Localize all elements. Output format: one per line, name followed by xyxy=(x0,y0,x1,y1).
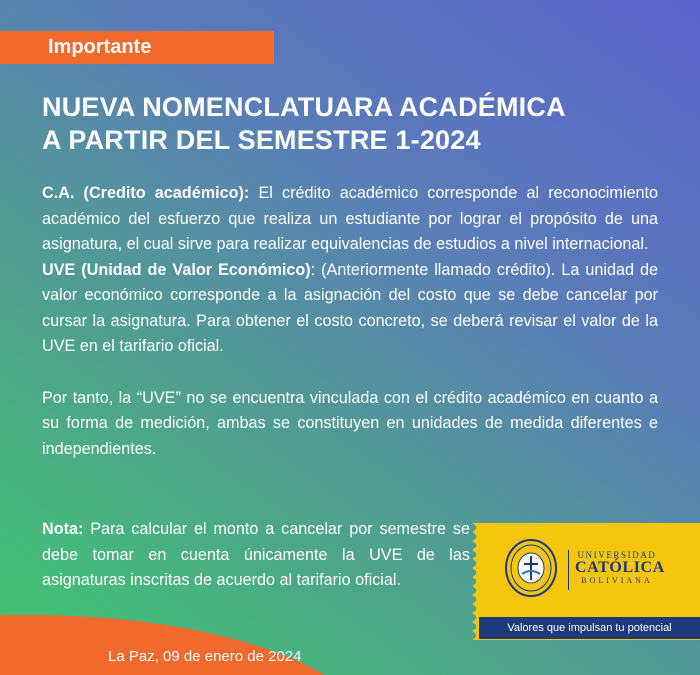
conclusion-paragraph: Por tanto, la “UVE” no se encuentra vinculada con el crédito académico en cuanto a su forma de medición, ambas se constituyen en unidades de medida diferentes e independientes. xyxy=(42,388,658,458)
orange-footer-shape xyxy=(0,615,370,675)
ca-term: C.A. (Credito académico): xyxy=(42,184,250,202)
page-title xyxy=(42,91,642,157)
nota-paragraph xyxy=(42,517,470,594)
ca-text: El crédito académico corresponde al reconocimiento académico del esfuerzo que realiza un estudiante por lograr el propósito de una asignatura, el cual sirve para realizar equivalencias de estudios a nivel internacional. xyxy=(42,184,658,253)
tag-label: Importante xyxy=(48,36,152,58)
importante-tag xyxy=(0,31,274,64)
university-name-line-1: UNIVERSIDAD xyxy=(577,550,657,560)
nota-term: Nota: xyxy=(42,520,84,538)
footer-date: La Paz, 09 de enero de 2024 xyxy=(108,648,302,665)
uve-text: : (Anteriormente llamado crédito). La unidad de valor económico corresponde a la asignación del costo que se debe cancelar por cursar la asignatura. Para obtener el costo concreto, se deberá revisar el valor de la UVE en el tarifario oficial. xyxy=(42,260,659,355)
university-name-line-2: CATÓLICA xyxy=(575,559,665,576)
title-line-1: NUEVA NOMENCLATUARA ACADÉMICA xyxy=(42,92,566,122)
ca-paragraph xyxy=(42,181,658,258)
university-name xyxy=(575,550,665,585)
uve-paragraph xyxy=(42,258,658,360)
university-name-line-3: BOLIVIANA xyxy=(581,576,653,585)
nota-text: Para calcular el monto a cancelar por semestre se debe tomar en cuenta únicamente la UVE de las asignaturas inscritas de acuerdo al tarifario oficial. xyxy=(42,520,470,589)
university-seal-icon xyxy=(504,538,558,598)
body-text xyxy=(42,181,658,462)
university-slogan: Valores que impulsan tu potencial xyxy=(479,617,700,639)
title-line-2: A PARTIR DEL SEMESTRE 1-2024 xyxy=(42,125,481,155)
logo-divider xyxy=(568,550,569,590)
uve-term: UVE (Unidad de Valor Económico) xyxy=(42,260,311,279)
